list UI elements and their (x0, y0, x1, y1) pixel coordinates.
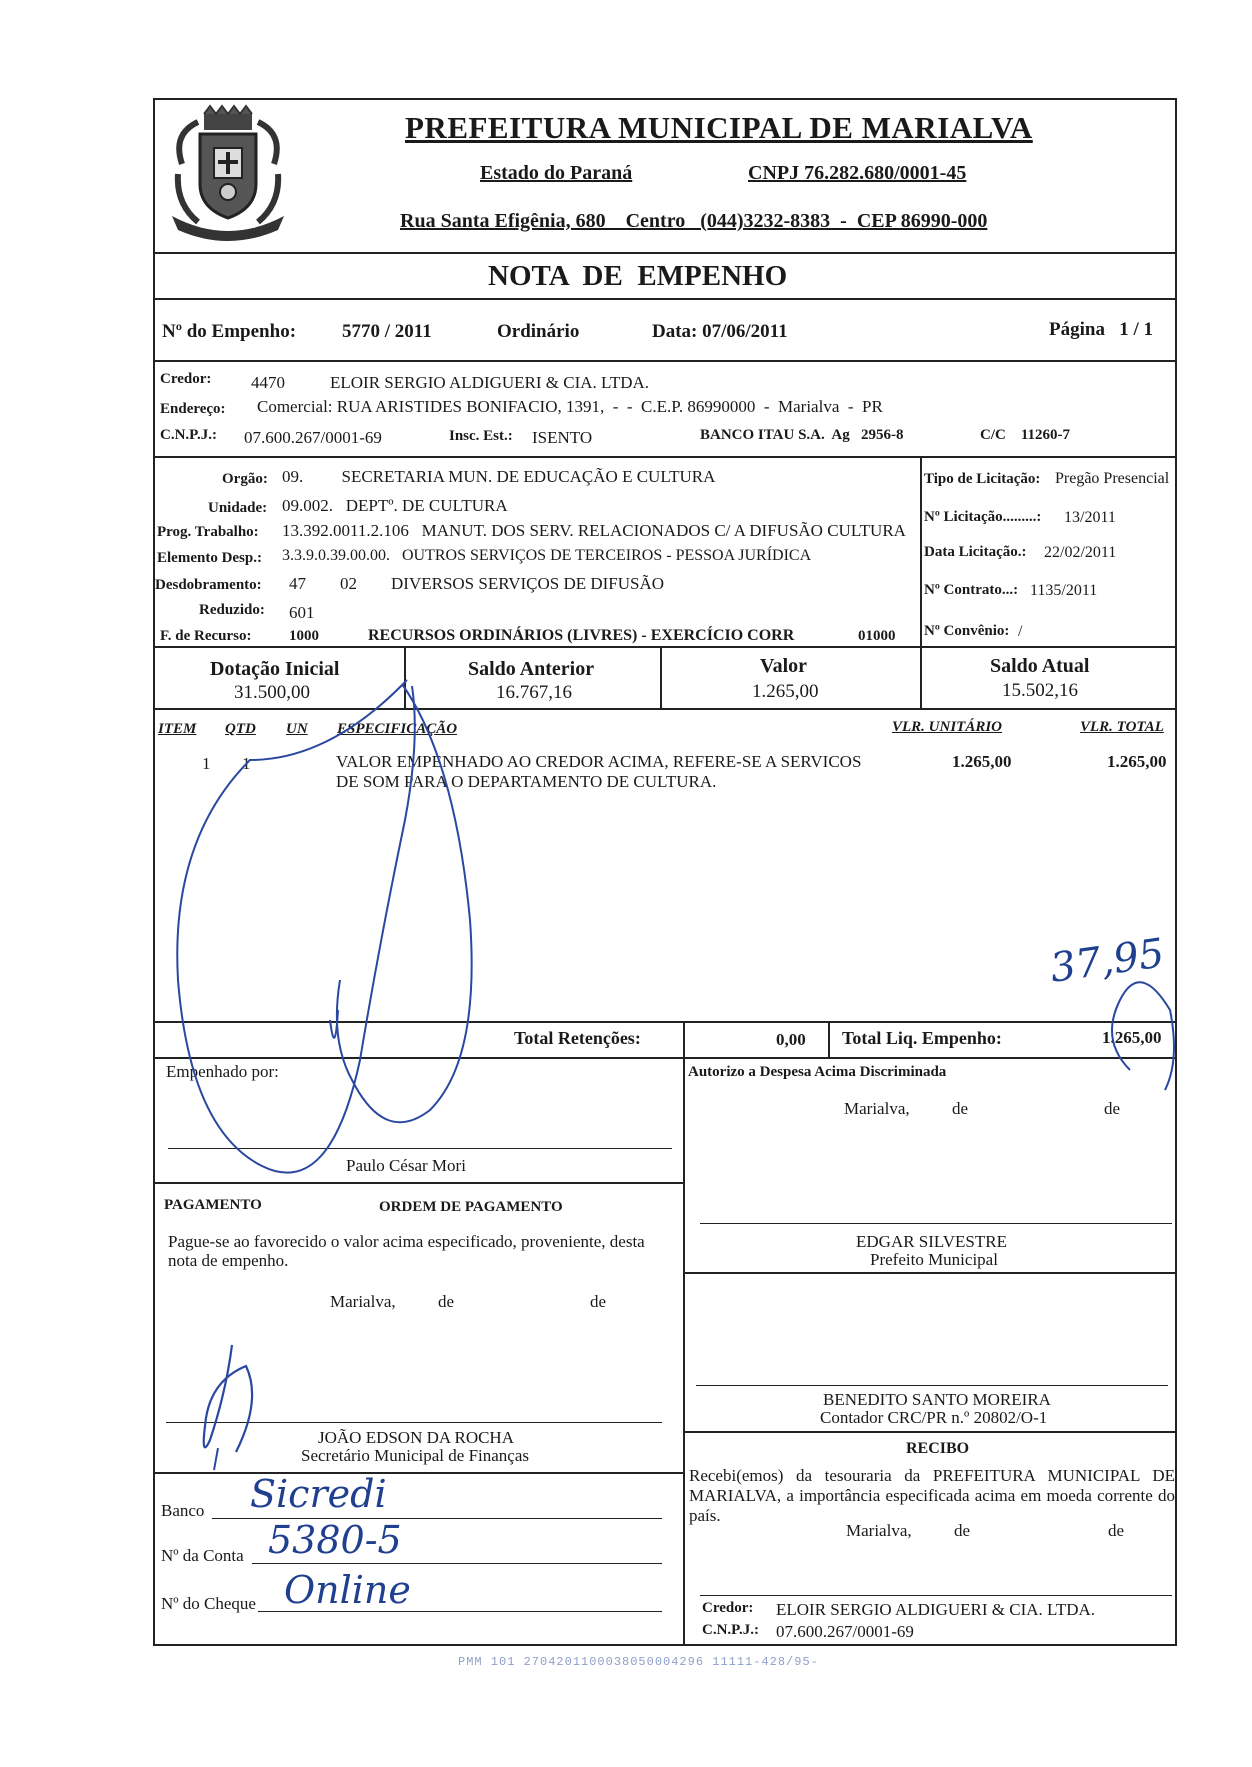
banco-info: BANCO ITAU S.A. Ag 2956-8 (700, 427, 904, 443)
empenho-date: Data: 07/06/2011 (652, 321, 788, 342)
saldo-value: 31.500,00 (234, 682, 310, 703)
tipo-licitacao-label: Tipo de Licitação: (924, 471, 1041, 487)
conta-label: Nº da Conta (161, 1546, 244, 1565)
orgao-label: Orgão: (222, 471, 268, 487)
recurso-number: 01000 (858, 628, 896, 644)
desdobramento-value: 47 02 DIVERSOS SERVIÇOS DE DIFUSÃO (289, 574, 665, 593)
divider (683, 1272, 1177, 1274)
insc-value: ISENTO (532, 428, 593, 447)
saldo-label: Saldo Atual (990, 655, 1090, 677)
prefeito-name: EDGAR SILVESTRE (856, 1232, 1007, 1251)
cheque-handwritten: Online (284, 1568, 411, 1612)
contador-name: BENEDITO SANTO MOREIRA (823, 1390, 1051, 1409)
item-description-line2: DE SOM PARA O DEPARTAMENTO DE CULTURA. (336, 772, 717, 791)
divider (828, 1021, 830, 1057)
divider (683, 1021, 685, 1057)
recurso-code: 1000 (289, 628, 319, 644)
saldo-label: Saldo Anterior (468, 658, 595, 680)
contrato-value: 1135/2011 (1030, 582, 1098, 599)
footer-code: PMM 101 2704201100038050004296 11111-428/95- (458, 1655, 819, 1669)
banco-handwritten: Sicredi (250, 1472, 387, 1516)
divider (153, 1057, 1177, 1059)
saldo-value: 16.767,16 (496, 682, 572, 703)
item-number: 1 (202, 754, 211, 773)
convenio-label: Nº Convênio: (924, 623, 1010, 639)
item-qtd: 1 (242, 754, 251, 773)
divider (683, 1431, 1177, 1433)
divider (153, 1021, 1177, 1023)
insc-label: Insc. Est.: (449, 428, 513, 444)
signature-line (168, 1148, 672, 1149)
data-licitacao-value: 22/02/2011 (1044, 544, 1117, 561)
saldo-label: Valor (760, 655, 808, 677)
prog-trabalho-value: 13.392.0011.2.106 MANUT. DOS SERV. RELACIONADOS C/ A DIFUSÃO CULTURA (282, 521, 906, 540)
num-licitacao-value: 13/2011 (1064, 509, 1116, 526)
pagamento-label: PAGAMENTO (164, 1197, 262, 1213)
num-licitacao-label: Nº Licitação.........: (924, 509, 1042, 525)
header-title: PREFEITURA MUNICIPAL DE MARIALVA (405, 110, 1033, 145)
data-licitacao-label: Data Licitação.: (924, 544, 1027, 560)
autorizo-de1: de (952, 1099, 969, 1118)
recibo-de1: de (954, 1521, 971, 1540)
conta-handwritten: 5380-5 (268, 1518, 402, 1562)
signature-line (700, 1595, 1172, 1596)
orgao-value: 09. SECRETARIA MUN. DE EDUCAÇÃO E CULTURA (282, 467, 716, 486)
divider (153, 708, 1177, 710)
cnpj-value: 07.600.267/0001-69 (244, 428, 382, 447)
header-address: Rua Santa Efigênia, 680 Centro (044)3232-8383 - CEP 86990-000 (400, 210, 988, 232)
saldo-value: 15.502,16 (1002, 680, 1078, 701)
elemento-value: 3.3.9.0.39.00.00. OUTROS SERVIÇOS DE TERCEIROS - PESSOA JURÍDICA (282, 547, 812, 564)
endereco-label: Endereço: (160, 401, 226, 417)
reduzido-value: 601 (289, 603, 315, 622)
col-header-vlr-unitario: VLR. UNITÁRIO (892, 719, 1003, 735)
empenho-number-value: 5770 / 2011 (342, 321, 432, 342)
divider (153, 1472, 683, 1474)
total-retencoes-label: Total Retenções: (514, 1028, 641, 1048)
cheque-label: Nº do Cheque (161, 1594, 256, 1613)
credor-name: ELOIR SERGIO ALDIGUERI & CIA. LTDA. (330, 373, 650, 392)
divider (153, 646, 1177, 648)
item-vlr-total: 1.265,00 (1107, 752, 1167, 771)
pagamento-de1: de (438, 1292, 455, 1311)
col-header-qtd: QTD (225, 721, 256, 737)
desdobramento-label: Desdobramento: (155, 577, 262, 593)
pagamento-de2: de (590, 1292, 607, 1311)
col-header-especificacao: ESPECIFICAÇÃO (337, 721, 458, 737)
empenhado-por-label: Empenhado por: (166, 1062, 279, 1081)
page-number: Página 1 / 1 (1049, 319, 1153, 340)
signature-line (166, 1422, 662, 1423)
recurso-description: RECURSOS ORDINÁRIOS (LIVRES) - EXERCÍCIO CORR (368, 627, 795, 644)
margin-annotation: 37,95 (1047, 930, 1168, 992)
municipal-crest-icon (158, 104, 298, 244)
empenhado-signer: Paulo César Mori (346, 1156, 466, 1175)
col-header-un: UN (286, 721, 308, 737)
pagamento-text: Pague-se ao favorecido o valor acima especificado, proveniente, desta nota de empenho. (168, 1232, 645, 1270)
saldo-label: Dotação Inicial (210, 658, 340, 680)
credor-code: 4470 (251, 373, 285, 392)
contrato-label: Nº Contrato...: (924, 582, 1019, 598)
recibo-place: Marialva, (846, 1521, 912, 1540)
credor-label: Credor: (160, 371, 212, 387)
empenho-number-label: Nº do Empenho: (162, 321, 297, 342)
autorizo-de2: de (1104, 1099, 1121, 1118)
divider (153, 1182, 683, 1184)
convenio-value: / (1018, 623, 1023, 640)
divider (153, 298, 1177, 300)
tipo-licitacao-value: Pregão Presencial (1055, 470, 1170, 487)
header-state: Estado do Paraná (480, 162, 633, 184)
recibo-title: RECIBO (906, 1440, 970, 1457)
divider (404, 646, 406, 708)
recibo-credor-label: Credor: (702, 1600, 754, 1616)
pagamento-place: Marialva, (330, 1292, 396, 1311)
secretario-title: Secretário Municipal de Finanças (301, 1446, 530, 1465)
recibo-cnpj-value: 07.600.267/0001-69 (776, 1622, 914, 1641)
signature-line (700, 1223, 1172, 1224)
col-header-item: ITEM (158, 721, 197, 737)
secretario-name: JOÃO EDSON DA ROCHA (318, 1428, 514, 1447)
unidade-label: Unidade: (208, 500, 268, 516)
recibo-cnpj-label: C.N.P.J.: (702, 1622, 759, 1638)
total-liq-value: 1.265,00 (1102, 1028, 1162, 1047)
contador-title: Contador CRC/PR n.º 20802/O-1 (820, 1408, 1048, 1427)
divider (920, 646, 922, 708)
autorizo-label: Autorizo a Despesa Acima Discriminada (688, 1064, 947, 1080)
total-liq-label: Total Liq. Empenho: (842, 1028, 1002, 1048)
reduzido-label: Reduzido: (199, 602, 265, 618)
banco-label: Banco (161, 1501, 205, 1520)
recibo-text: Recebi(emos) da tesouraria da PREFEITURA MUNICIPAL DE MARIALVA, a importância especificada acima em moeda corrente do país. (689, 1466, 1175, 1525)
divider (683, 1057, 685, 1646)
ordem-pagamento-label: ORDEM DE PAGAMENTO (379, 1199, 563, 1215)
header-cnpj: CNPJ 76.282.680/0001-45 (748, 162, 967, 184)
divider (660, 646, 662, 708)
recurso-label: F. de Recurso: (160, 628, 252, 644)
recibo-credor-value: ELOIR SERGIO ALDIGUERI & CIA. LTDA. (776, 1600, 1096, 1619)
prefeito-title: Prefeito Municipal (870, 1250, 998, 1269)
crest-banner-text: MARIALVA (201, 219, 255, 231)
item-description-line1: VALOR EMPENHADO AO CREDOR ACIMA, REFERE-SE A SERVICOS (336, 752, 862, 771)
total-retencoes-value: 0,00 (776, 1030, 806, 1049)
divider (153, 252, 1177, 254)
elemento-label: Elemento Desp.: (157, 550, 262, 566)
endereco-value: Comercial: RUA ARISTIDES BONIFACIO, 1391, - - C.E.P. 86990000 - Marialva - PR (257, 397, 883, 416)
signature-line (696, 1385, 1168, 1386)
autorizo-place: Marialva, (844, 1099, 910, 1118)
unidade-value: 09.002. DEPTº. DE CULTURA (282, 496, 508, 515)
saldo-value: 1.265,00 (752, 681, 819, 702)
prog-trabalho-label: Prog. Trabalho: (157, 524, 259, 540)
field-line (252, 1563, 662, 1564)
col-header-vlr-total: VLR. TOTAL (1080, 719, 1164, 735)
recibo-de2: de (1108, 1521, 1125, 1540)
empenho-type: Ordinário (497, 321, 580, 342)
divider (920, 456, 922, 646)
conta-corrente: C/C 11260-7 (980, 427, 1070, 443)
item-vlr-unitario: 1.265,00 (952, 752, 1012, 771)
divider (153, 456, 1177, 458)
cnpj-label: C.N.P.J.: (160, 427, 217, 443)
document-title: NOTA DE EMPENHO (488, 260, 788, 292)
divider (153, 360, 1177, 362)
